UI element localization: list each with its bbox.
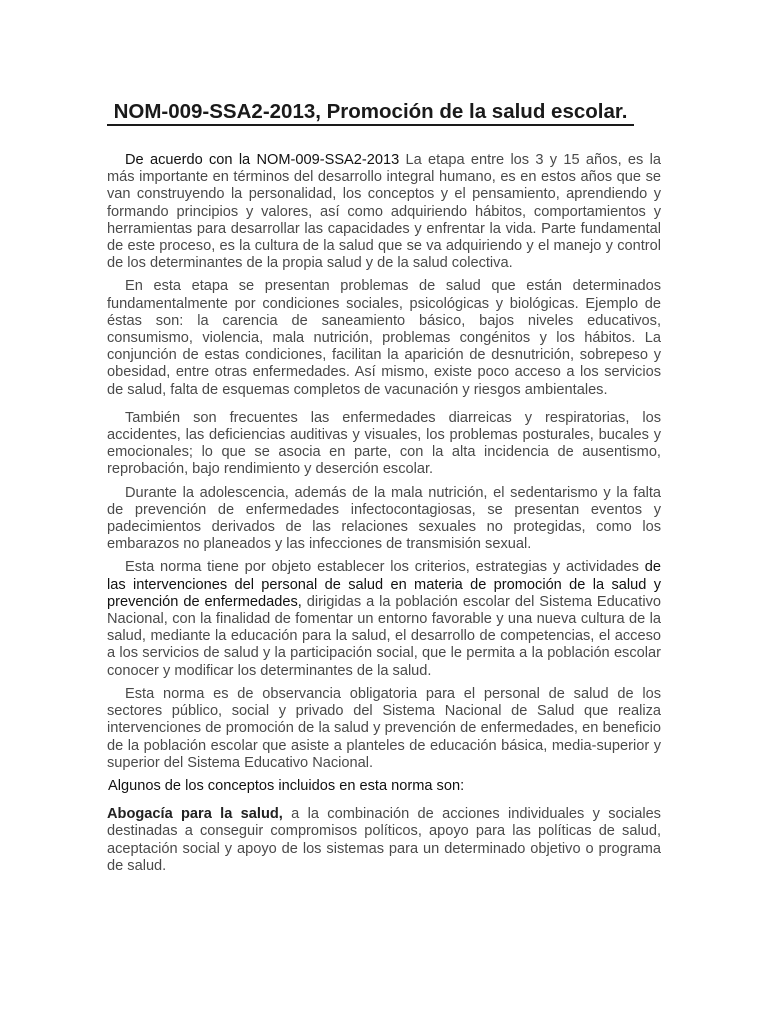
paragraph-obligatory: Esta norma es de observancia obligatoria para el personal de salud de los sectores público, social y privado del Sistema Nacional de Salud que realiza intervenciones de promoción de la salud y prevención de enfermedades, en beneficio de la población escolar que asiste a planteles de educación básica, media-superior y superior del Sistema Educativo Nacional. [107, 685, 661, 771]
definition-abogacia [107, 806, 661, 875]
paragraph-frequent-diseases: También son frecuentes las enfermedades diarreicas y respiratorias, los accidentes, las deficiencias auditivas y visuales, los problemas posturales, bucales y emocionales; lo que se asocia en parte, con la alta incidencia de ausentismo, reprobación, bajo rendimiento y deserción escolar. [107, 409, 661, 478]
title-underline [107, 124, 634, 126]
document-body [107, 152, 661, 881]
paragraph-objective-highlight: de las intervenciones del personal de salud en materia de promoción de la salud y prevención de enfermedades, [107, 559, 661, 610]
paragraph-intro-text: La etapa entre los 3 y 15 años, es la más importante en términos del desarrollo integral humano, es en estos años que se van construyendo la personalidad, los conceptos y el pensamiento, aprendiendo y formando principios y valores, así como adquiriendo hábitos, comportamientos y herramientas para desarrollar las capacidades y enfrentar la vida. Parte fundamental de este proceso, es la cultura de la salud que se va adquiriendo y el manejo y control de los determinantes de la propia salud y de la salud colectiva. [107, 152, 661, 272]
paragraph-intro [107, 152, 661, 272]
definition-term: Abogacía para la salud, [107, 806, 283, 823]
paragraph-concepts-intro: Algunos de los conceptos incluidos en esta norma son: [108, 777, 465, 794]
paragraph-objective-start: Esta norma tiene por objeto establecer los criterios, estrategias y actividades [125, 559, 645, 576]
document-title: NOM-009-SSA2-2013, Promoción de la salud escolar. [113, 100, 628, 123]
definition-text: a la combinación de acciones individuales y sociales destinadas a conseguir compromisos políticos, apoyo para las políticas de salud, aceptación social y apoyo de los sistemas para un determinado objetivo o programa de salud. [107, 806, 661, 874]
paragraph-objective [107, 559, 661, 679]
paragraph-intro-lead: De acuerdo con la NOM-009-SSA2-2013 [125, 152, 400, 168]
paragraph-problems: En esta etapa se presentan problemas de salud que están determinados fundamentalmente por condiciones sociales, psicológicas y biológicas. Ejemplo de éstas son: la carencia de saneamiento básico, bajos niveles educativos, consumismo, violencia, mala nutrición, problemas congénitos y los hábitos. La conjunción de estas condiciones, facilitan la aparición de desnutrición, sobrepeso y obesidad, entre otras enfermedades. Así mismo, existe poco acceso a los servicios de salud, falta de esquemas completos de vacunación y riesgos ambientales. [107, 278, 661, 398]
paragraph-adolescence: Durante la adolescencia, además de la mala nutrición, el sedentarismo y la falta de prevención de enfermedades infectocontagiosas, se presentan eventos y padecimientos derivados de las relaciones sexuales no protegidas, como los embarazos no planeados y las infecciones de transmisión sexual. [107, 484, 661, 553]
paragraph-objective-end: dirigidas a la población escolar del Sistema Educativo Nacional, con la finalidad de fomentar un entorno favorable y una nueva cultura de la salud, mediante la educación para la salud, el desarrollo de competencias, el acceso a los servicios de salud y la participación social, que le permita a la población escolar conocer y modificar los determinantes de la salud. [107, 593, 661, 679]
